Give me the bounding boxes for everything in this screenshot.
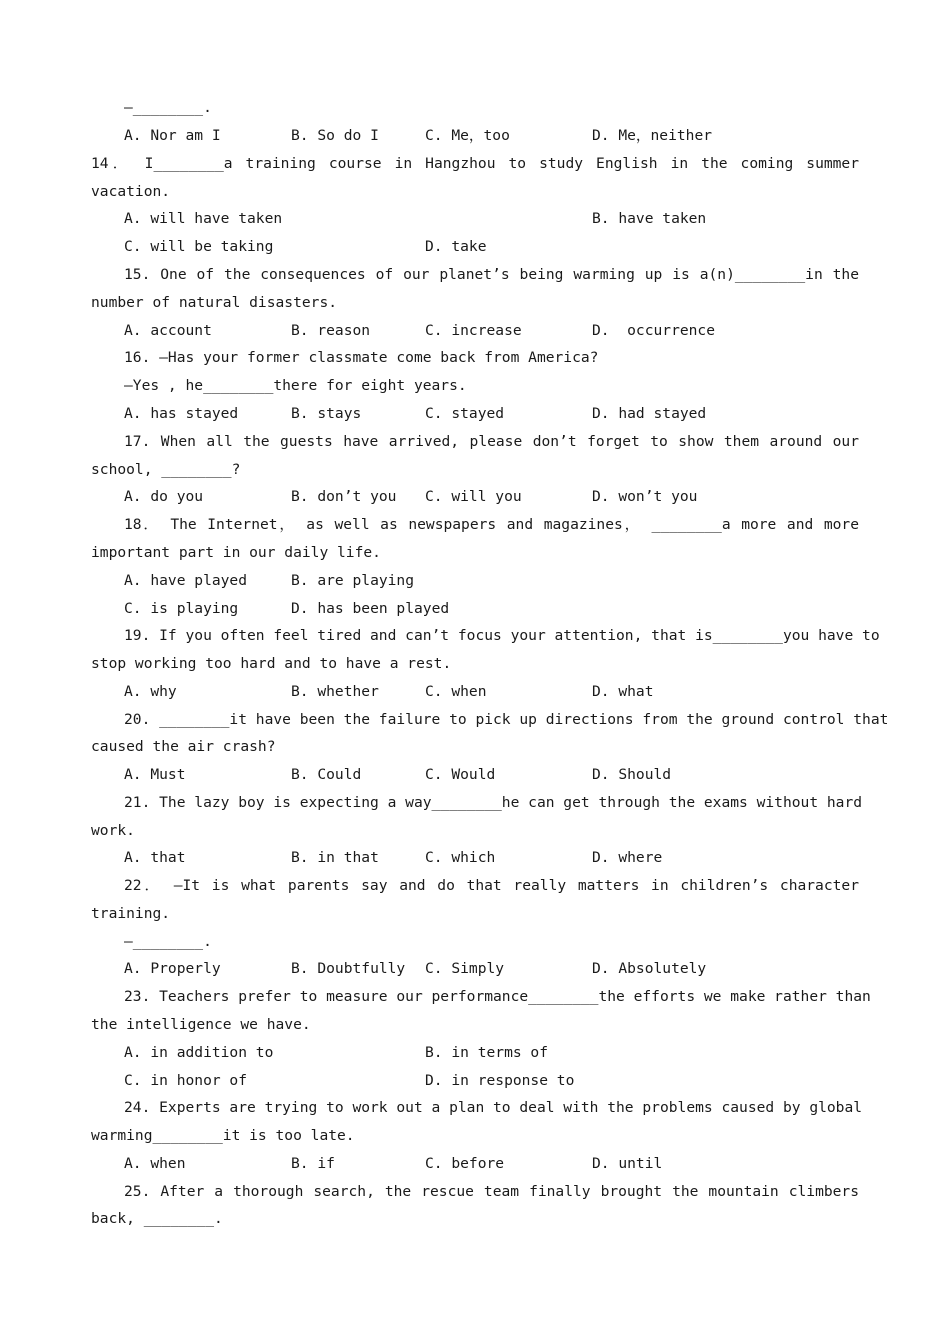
option-d: D. Me，neither (592, 127, 713, 144)
option-d: D. in response to (425, 1072, 575, 1089)
option-b: B. don’t you (291, 488, 397, 505)
option-a: A. in addition to (124, 1044, 274, 1061)
option-c: C. Simply (425, 960, 505, 977)
question-22: 22． —It is what parents say and do that really matters in children’s character (124, 877, 859, 894)
question-23-cont: the intelligence we have. (91, 1016, 311, 1033)
option-d: D. Should (592, 766, 672, 783)
option-a: A. Nor am I (124, 127, 221, 144)
question-18-cont: important part in our daily life. (91, 544, 381, 561)
question-15: 15. One of the consequences of our planet’s being warming up is a(n)________in the (124, 266, 859, 283)
option-a: A. when (124, 1155, 186, 1172)
question-24-cont: warming________it is too late. (91, 1127, 355, 1144)
option-d: D. take (425, 238, 487, 255)
question-25: 25. After a thorough search, the rescue team finally brought the mountain climbers (124, 1183, 859, 1200)
option-a: A. has stayed (124, 405, 239, 422)
option-a: A. Properly (124, 960, 221, 977)
option-b: B. whether (291, 683, 379, 700)
question-16-reply: —Yes , he________there for eight years. (124, 377, 467, 394)
option-a: A. account (124, 322, 212, 339)
question-19-cont: stop working too hard and to have a rest. (91, 655, 452, 672)
option-c: C. increase (425, 322, 522, 339)
question-17-cont: school, ________? (91, 461, 241, 478)
option-d: D. Absolutely (592, 960, 707, 977)
option-b: B. Could (291, 766, 362, 783)
option-c: C. will be taking (124, 238, 274, 255)
option-c: C. in honor of (124, 1072, 248, 1089)
option-c: C. will you (425, 488, 522, 505)
option-c: C. Me，too (425, 127, 510, 144)
option-a: A. have played (124, 572, 248, 589)
option-b: B. stays (291, 405, 362, 422)
option-d: D. won’t you (592, 488, 698, 505)
question-14-cont: vacation. (91, 183, 171, 200)
question-15-cont: number of natural disasters. (91, 294, 338, 311)
option-b: B. are playing (291, 572, 415, 589)
answer-line: —________. (124, 933, 212, 950)
question-16: 16. —Has your former classmate come back from America? (124, 349, 599, 366)
question-25-cont: back, ________. (91, 1210, 223, 1227)
option-d: D. what (592, 683, 654, 700)
option-a: A. will have taken (124, 210, 283, 227)
option-b: B. Doubtfully (291, 960, 406, 977)
question-20: 20. ________it have been the failure to pick up directions from the ground control that (124, 711, 889, 728)
option-c: C. before (425, 1155, 505, 1172)
option-d: D. had stayed (592, 405, 707, 422)
question-14: 14． I________a training course in Hangzhou to study English in the coming summer (91, 155, 859, 172)
question-17: 17. When all the guests have arrived, please don’t forget to show them around our (124, 433, 859, 450)
option-b: B. So do I (291, 127, 379, 144)
question-22-cont: training. (91, 905, 171, 922)
option-d: D. occurrence (592, 322, 716, 339)
option-b: B. have taken (592, 210, 707, 227)
option-c: C. stayed (425, 405, 505, 422)
option-c: C. Would (425, 766, 496, 783)
option-b: B. in terms of (425, 1044, 549, 1061)
question-23: 23. Teachers prefer to measure our performance________the efforts we make rather than (124, 988, 871, 1005)
question-24: 24. Experts are trying to work out a plan to deal with the problems caused by global (124, 1099, 863, 1116)
option-a: A. why (124, 683, 177, 700)
option-b: B. if (291, 1155, 335, 1172)
option-d: D. where (592, 849, 663, 866)
question-21-cont: work. (91, 822, 135, 839)
option-a: A. that (124, 849, 186, 866)
answer-line: —________. (124, 99, 212, 116)
option-c: C. is playing (124, 600, 239, 617)
question-20-cont: caused the air crash? (91, 738, 276, 755)
option-a: A. do you (124, 488, 204, 505)
option-c: C. which (425, 849, 496, 866)
question-19: 19. If you often feel tired and can’t focus your attention, that is________you have to (124, 627, 880, 644)
option-a: A. Must (124, 766, 186, 783)
option-d: D. has been played (291, 600, 450, 617)
option-d: D. until (592, 1155, 663, 1172)
option-b: B. in that (291, 849, 379, 866)
option-c: C. when (425, 683, 487, 700)
question-21: 21. The lazy boy is expecting a way________he can get through the exams without hard (124, 794, 863, 811)
option-b: B. reason (291, 322, 371, 339)
question-18: 18． The Internet， as well as newspapers and magazines， ________a more and more (124, 516, 859, 533)
